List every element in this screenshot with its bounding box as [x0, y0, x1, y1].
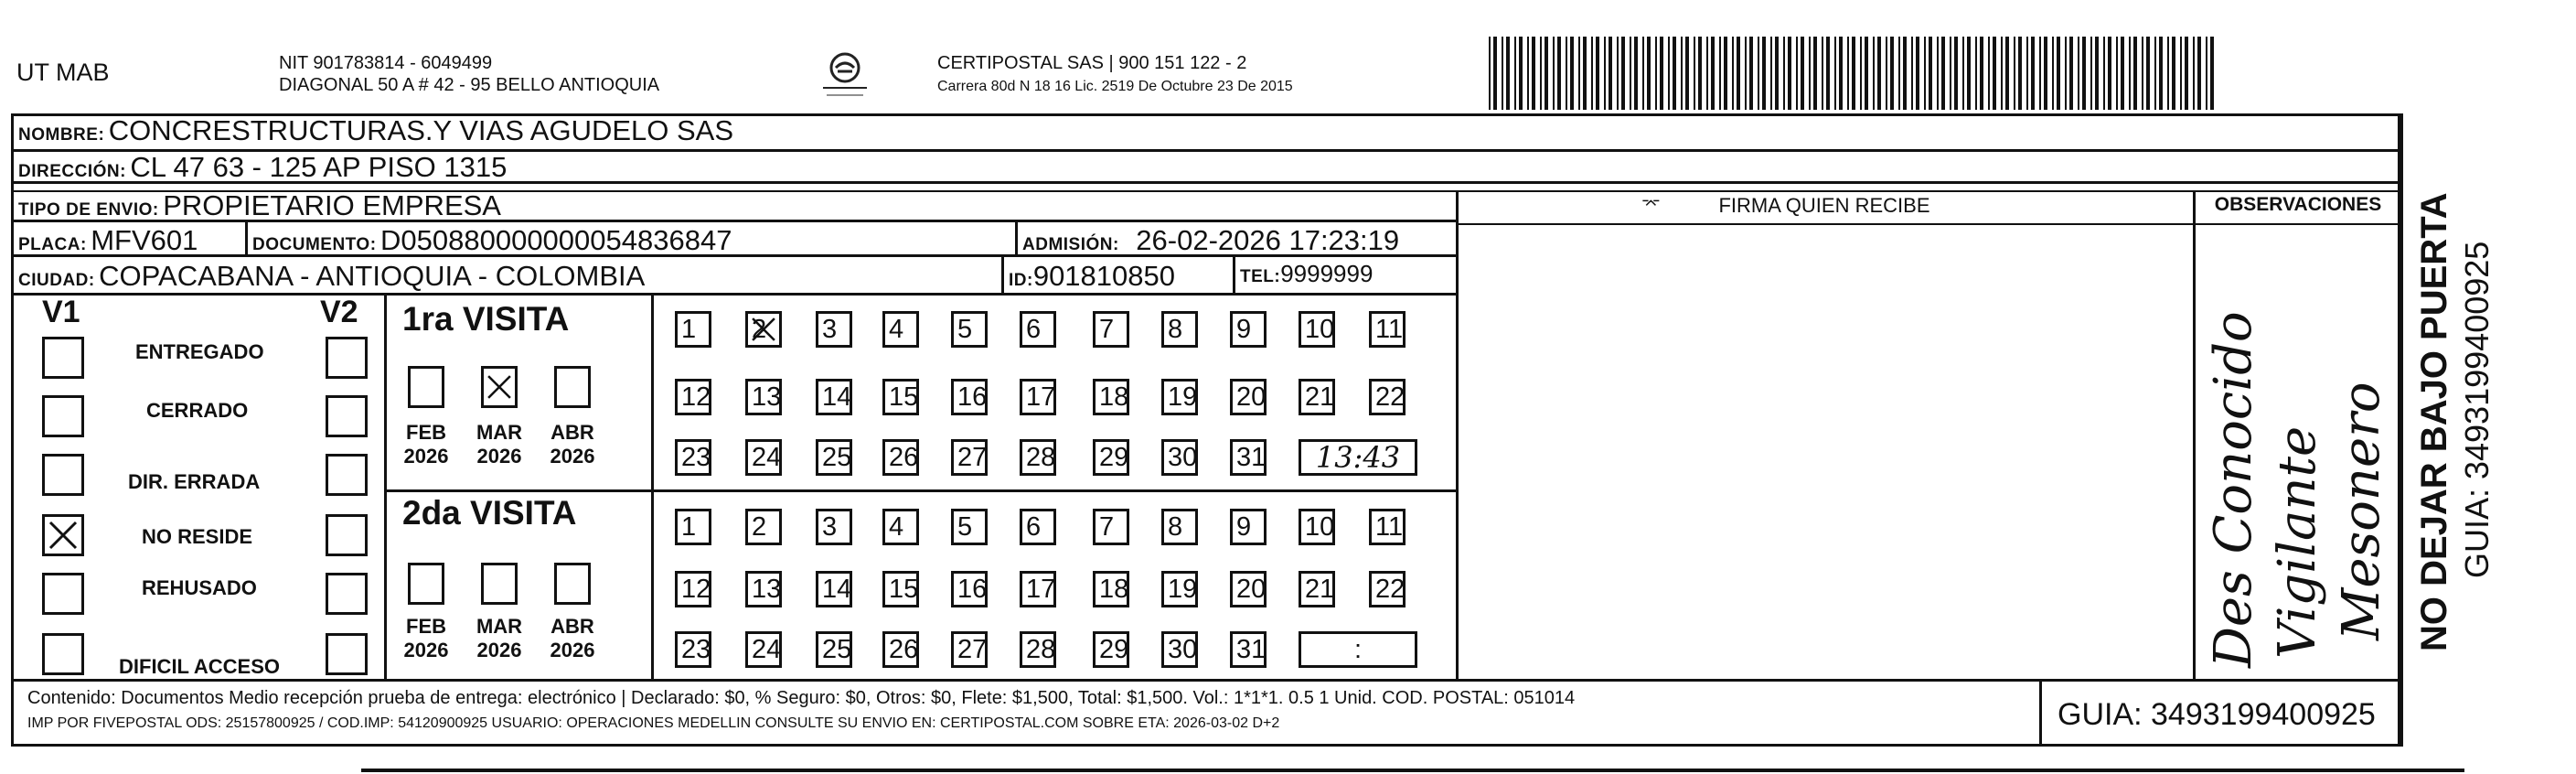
month-label: MAR 2026	[476, 421, 523, 468]
month-label: ABR 2026	[550, 615, 595, 661]
day-cell[interactable]: 26	[882, 439, 919, 476]
day-cell[interactable]: 2	[745, 509, 782, 545]
day-cell[interactable]: 17	[1020, 379, 1056, 415]
v1-checkbox[interactable]	[42, 514, 84, 556]
day-cell[interactable]: 1	[675, 311, 711, 348]
shipment-type-row	[18, 189, 501, 222]
month-checkbox[interactable]	[481, 563, 518, 605]
company-address: DIAGONAL 50 A # 42 - 95 BELLO ANTIOQUIA	[279, 75, 660, 95]
day-cell[interactable]: 16	[951, 379, 988, 415]
day-cell[interactable]: 27	[951, 439, 988, 476]
day-cell[interactable]: 28	[1020, 631, 1056, 668]
day-cell[interactable]: 31	[1230, 439, 1267, 476]
footer-guia: GUIA: 3493199400925	[2058, 697, 2376, 732]
id-value: 901810850	[1032, 260, 1175, 292]
observations-label: OBSERVACIONES	[2214, 194, 2382, 215]
v2-checkbox[interactable]	[326, 337, 368, 379]
day-cell[interactable]: 16	[951, 571, 988, 607]
recipient-name: CONCRESTRUCTURAS.Y VIAS AGUDELO SAS	[108, 114, 734, 146]
second-visit-title: 2da VISITA	[402, 494, 577, 532]
day-cell[interactable]: 10	[1299, 311, 1335, 348]
company-name: UT MAB	[16, 59, 110, 86]
day-cell[interactable]: 11	[1369, 311, 1406, 348]
visit-time-field[interactable]: :	[1299, 631, 1417, 668]
day-cell[interactable]: 22	[1369, 571, 1406, 607]
day-cell[interactable]: 7	[1093, 311, 1129, 348]
day-cell[interactable]: 21	[1299, 571, 1335, 607]
day-cell[interactable]: 8	[1161, 311, 1198, 348]
day-cell[interactable]: 19	[1161, 379, 1198, 415]
day-cell[interactable]: 9	[1230, 311, 1267, 348]
day-cell[interactable]: 10	[1299, 509, 1335, 545]
city-value: COPACABANA - ANTIOQUIA - COLOMBIA	[99, 260, 646, 292]
status-label: DIFICIL ACCESO	[119, 655, 281, 678]
day-cell[interactable]: 3	[816, 509, 852, 545]
v1-checkbox[interactable]	[42, 337, 84, 379]
day-cell[interactable]: 4	[882, 509, 919, 545]
observation-line-2: Vigilante	[2268, 425, 2327, 659]
month-checkbox[interactable]	[481, 366, 518, 408]
day-cell[interactable]: 6	[1020, 509, 1056, 545]
side-guia: GUIA: 3493199400925	[2458, 241, 2496, 578]
id-field: ID:901810850	[1009, 260, 1175, 292]
day-cell[interactable]: 26	[882, 631, 919, 668]
v1-label: V1	[42, 295, 80, 329]
day-cell[interactable]: 2	[745, 311, 782, 348]
day-cell[interactable]: 24	[745, 631, 782, 668]
recipient-address-row	[18, 151, 507, 184]
day-cell[interactable]: 29	[1093, 439, 1129, 476]
day-cell[interactable]: 23	[675, 439, 711, 476]
document-field: DOCUMENTO: D050880000000054836847	[252, 224, 732, 256]
month-checkbox[interactable]	[408, 366, 444, 408]
footer-contents: Contenido: Documentos Medio recepción prueba de entrega: electrónico | Declarado: $0, % Seguro: $0, Otros: $0, Flete: $1,500, Total: $1,500. Vol.: 1*1*1. 0.5 1 Unid. COD. POSTAL: 051014	[27, 688, 1576, 708]
day-cell[interactable]: 18	[1093, 379, 1129, 415]
v2-checkbox[interactable]	[326, 514, 368, 556]
day-cell[interactable]: 23	[675, 631, 711, 668]
visit-time-field[interactable]: 13:43	[1299, 439, 1417, 476]
day-cell[interactable]: 7	[1093, 509, 1129, 545]
v1-checkbox[interactable]	[42, 633, 84, 675]
recipient-name-row	[18, 114, 733, 147]
v2-checkbox[interactable]	[326, 633, 368, 675]
day-cell[interactable]: 25	[816, 439, 852, 476]
side-warning: NO DEJAR BAJO PUERTA	[2414, 192, 2454, 651]
day-cell[interactable]: 21	[1299, 379, 1335, 415]
day-cell[interactable]: 12	[675, 379, 711, 415]
day-cell[interactable]: 14	[816, 379, 852, 415]
observation-line-3: Mesonero	[2332, 382, 2391, 640]
day-cell[interactable]: 6	[1020, 311, 1056, 348]
status-label: REHUSADO	[142, 576, 257, 599]
carrier-name: CERTIPOSTAL SAS | 900 151 122 - 2	[937, 53, 1247, 73]
day-cell[interactable]: 27	[951, 631, 988, 668]
month-checkbox[interactable]	[554, 366, 591, 408]
day-cell[interactable]: 30	[1161, 631, 1198, 668]
v1-checkbox[interactable]	[42, 573, 84, 615]
day-cell[interactable]: 20	[1230, 379, 1267, 415]
v2-checkbox[interactable]	[326, 573, 368, 615]
type-label: TIPO DE ENVIO:	[18, 200, 159, 220]
status-label: DIR. ERRADA	[128, 470, 261, 493]
month-checkbox[interactable]	[408, 563, 444, 605]
day-cell[interactable]: 13	[745, 571, 782, 607]
day-cell[interactable]: 3	[816, 311, 852, 348]
tel-field: TEL:9999999	[1240, 260, 1374, 287]
day-cell[interactable]: 13	[745, 379, 782, 415]
v2-checkbox[interactable]	[326, 454, 368, 496]
day-cell[interactable]: 18	[1093, 571, 1129, 607]
day-cell[interactable]: 25	[816, 631, 852, 668]
status-label: ENTREGADO	[135, 340, 264, 363]
day-cell[interactable]: 29	[1093, 631, 1129, 668]
day-cell[interactable]: 12	[675, 571, 711, 607]
barcode	[1489, 37, 2217, 110]
month-label: MAR 2026	[476, 615, 523, 661]
admission-field: ADMISIÓN: 26-02-2026 17:23:19	[1022, 224, 1400, 256]
day-cell[interactable]: 28	[1020, 439, 1056, 476]
day-cell[interactable]: 14	[816, 571, 852, 607]
footer-print-info: IMP POR FIVEPOSTAL ODS: 25157800925 / COD.IMP: 54120900925 USUARIO: OPERACIONES MEDELLIN CONSULTE SU ENVIO EN: CERTIPOSTAL.COM SOBRE ETA: 2026-03-02 D+2	[27, 715, 1280, 731]
day-cell[interactable]: 30	[1161, 439, 1198, 476]
company-nit: NIT 901783814 - 6049499	[279, 53, 493, 73]
admission-value: 26-02-2026 17:23:19	[1136, 224, 1400, 256]
document-value: D050880000000054836847	[380, 224, 732, 256]
day-cell[interactable]: 17	[1020, 571, 1056, 607]
status-label: NO RESIDE	[142, 525, 253, 548]
month-label: FEB 2026	[403, 421, 449, 468]
status-label: CERRADO	[146, 399, 249, 422]
first-visit-title: 1ra VISITA	[402, 300, 570, 338]
day-cell[interactable]: 1	[675, 509, 711, 545]
signature-label: FIRMA QUIEN RECIBE	[1718, 194, 1930, 217]
month-label: ABR 2026	[550, 421, 595, 468]
v1-checkbox[interactable]	[42, 454, 84, 496]
day-cell[interactable]: 8	[1161, 509, 1198, 545]
tel-value: 9999999	[1280, 260, 1374, 287]
observation-line-1: Des Conocido	[2204, 311, 2263, 668]
day-cell[interactable]: 19	[1161, 571, 1198, 607]
v1-checkbox[interactable]	[42, 395, 84, 437]
day-cell[interactable]: 15	[882, 379, 919, 415]
day-cell[interactable]: 20	[1230, 571, 1267, 607]
carrier-license: Carrera 80d N 18 16 Lic. 2519 De Octubre 23 De 2015	[937, 79, 1293, 94]
day-cell[interactable]: 24	[745, 439, 782, 476]
name-label: NOMBRE:	[18, 125, 105, 145]
day-cell[interactable]: 9	[1230, 509, 1267, 545]
day-cell[interactable]: 22	[1369, 379, 1406, 415]
plate-value: MFV601	[91, 224, 198, 256]
day-cell[interactable]: 5	[951, 509, 988, 545]
day-cell[interactable]: 11	[1369, 509, 1406, 545]
recipient-address: CL 47 63 - 125 AP PISO 1315	[130, 151, 508, 183]
month-label: FEB 2026	[403, 615, 449, 661]
shipment-type: PROPIETARIO EMPRESA	[163, 189, 501, 221]
bottom-rule	[361, 769, 2464, 772]
plate-field: PLACA: MFV601	[18, 224, 198, 256]
month-checkbox[interactable]	[554, 563, 591, 605]
address-label: DIRECCIÓN:	[18, 162, 126, 181]
day-cell[interactable]: 4	[882, 311, 919, 348]
day-cell[interactable]: 31	[1230, 631, 1267, 668]
v2-checkbox[interactable]	[326, 395, 368, 437]
certipostal-logo	[816, 49, 874, 101]
signature-mark-icon: ⌤	[1641, 195, 1661, 213]
day-cell[interactable]: 15	[882, 571, 919, 607]
day-cell[interactable]: 5	[951, 311, 988, 348]
city-field: CIUDAD: COPACABANA - ANTIOQUIA - COLOMBIA	[18, 260, 646, 292]
v2-label: V2	[320, 295, 358, 329]
